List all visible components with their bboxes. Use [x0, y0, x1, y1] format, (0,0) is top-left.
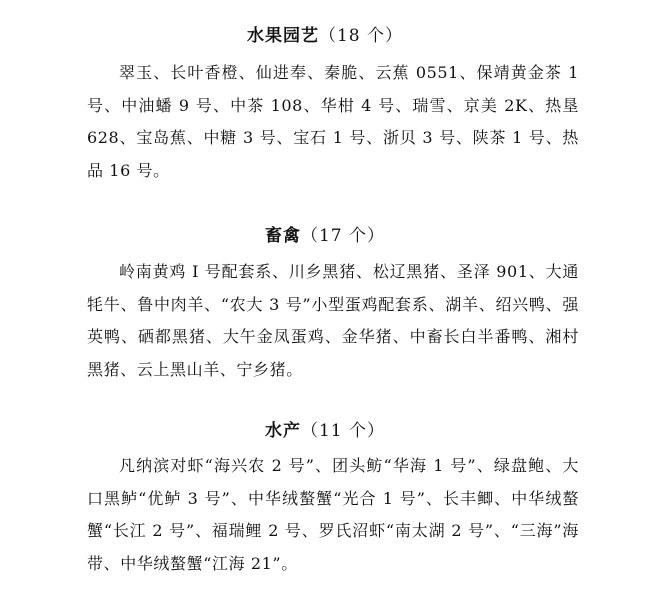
- section-count: （17 个）: [300, 226, 386, 246]
- section-body-aquatic-products: 凡纳滨对虾“海兴农 2 号”、团头鲂“华海 1 号”、绿盘鲍、大口黑鲈“优鲈 3 号”、中华绒螯蟹“光合 1 号”、长丰鲫、中华绒螯蟹“长江 2 号”、福瑞鲤 2 号、罗氏沼虾“南太湖 2 号”、“三海”海带、中华绒螯蟹“江海 21”。: [87, 456, 579, 573]
- section-title-fruit-horticulture: [0, 21, 650, 46]
- section-heading: 水果园艺: [246, 26, 319, 46]
- section-heading: 水产: [264, 421, 301, 441]
- section-body-livestock-poultry: 岭南黄鸡 I 号配套系、川乡黑猪、松辽黑猪、圣泽 901、大通牦牛、鲁中肉羊、“农大 3 号”小型蛋鸡配套系、湖羊、绍兴鸭、强英鸭、硒都黑猪、大午金凤蛋鸡、金华猪、中畜长白半番鸭、湘村黑猪、云上黑山羊、宁乡猪。: [87, 262, 579, 379]
- section-count: （18 个）: [318, 26, 404, 46]
- section-body-fruit-horticulture: 翠玉、长叶香橙、仙进奉、秦脆、云蕉 0551、保靖黄金茶 1 号、中油蟠 9 号、中茶 108、华柑 4 号、瑞雪、京美 2K、热垦 628、宝岛蕉、中糖 3 号、宝石 1 号、浙贝 3 号、陕茶 1 号、热品 16 号。: [87, 63, 579, 180]
- section-title-aquatic-products: [0, 416, 650, 441]
- section-title-livestock-poultry: [0, 221, 650, 246]
- section-heading: 畜禽: [264, 226, 301, 246]
- section-count: （11 个）: [300, 421, 386, 441]
